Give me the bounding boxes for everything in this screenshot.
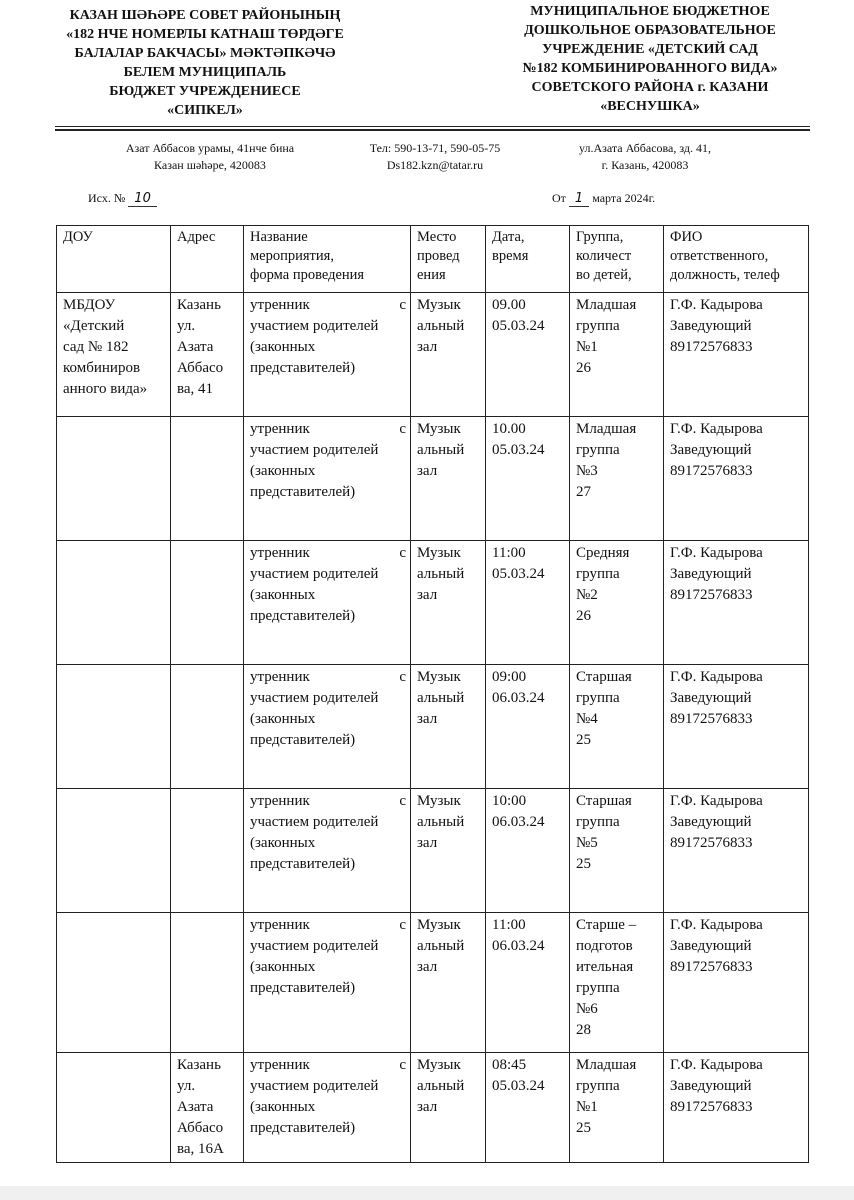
cell-line: группа: [576, 566, 620, 582]
cell-datetime: [486, 1053, 570, 1163]
header-russian-line: СОВЕТСКОГО РАЙОНА г. КАЗАНИ: [531, 80, 769, 95]
contact-line: г. Казань, 420083: [601, 158, 689, 172]
cell-line: Старшая: [576, 793, 632, 809]
cell-line: участием родителей: [250, 566, 379, 582]
cell-dou: [57, 789, 171, 913]
header-datetime: Дата, время: [486, 226, 570, 293]
cell-time: 09.00: [492, 297, 526, 313]
header-russian-line: №182 КОМБИНИРОВАННОГО ВИДА»: [522, 61, 778, 76]
cell-line: утренник с: [250, 1057, 406, 1073]
cell-line: Музык: [417, 793, 461, 809]
cell-line: утренник с: [250, 421, 406, 437]
cell-line: альный: [417, 1078, 465, 1094]
cell-group: [570, 1053, 664, 1163]
cell-line: Азата: [177, 1099, 214, 1115]
cell-line: Заведующий: [670, 938, 752, 954]
cell-line: зал: [417, 711, 438, 727]
header-tatar-line: БЕЛЕМ МУНИЦИПАЛЬ: [123, 65, 287, 80]
header-responsible: ФИО ответственного, должность, телеф: [664, 226, 809, 293]
cell-date: 05.03.24: [492, 1078, 545, 1094]
header-event: Название мероприятия, форма проведения: [244, 226, 411, 293]
header-russian: [485, 2, 815, 116]
cell-line: 89172576833: [670, 339, 753, 355]
cell-datetime: [486, 417, 570, 541]
cell-address: [171, 417, 244, 541]
cell-group: [570, 293, 664, 417]
cell-group: [570, 913, 664, 1053]
cell-line: участием родителей: [250, 938, 379, 954]
cell-address: [171, 665, 244, 789]
cell-time: 11:00: [492, 545, 526, 561]
cell-line: альный: [417, 442, 465, 458]
cell-responsible: [664, 789, 809, 913]
cell-line: альный: [417, 690, 465, 706]
contact-phone-email: [340, 140, 530, 174]
cell-line: Г.Ф. Кадырова: [670, 1057, 763, 1073]
contact-tatar: [95, 140, 325, 174]
cell-line: участием родителей: [250, 814, 379, 830]
cell-line: группа: [576, 442, 620, 458]
cell-line: 27: [576, 484, 591, 500]
cell-dou: [57, 1053, 171, 1163]
header-russian-line: УЧРЕЖДЕНИЕ «ДЕТСКИЙ САД: [542, 42, 758, 57]
cell-date: 05.03.24: [492, 442, 545, 458]
cell-event: [244, 789, 411, 913]
cell-line: Казань: [177, 297, 221, 313]
outgoing-label: Исх. №: [88, 191, 126, 205]
cell-dou: [57, 665, 171, 789]
cell-line: Заведующий: [670, 318, 752, 334]
cell-line: Музык: [417, 421, 461, 437]
cell-responsible: [664, 913, 809, 1053]
table-row: [57, 913, 809, 1053]
contact-line: Ds182.kzn@tatar.ru: [386, 158, 484, 172]
header-place: Место провед ения: [411, 226, 486, 293]
cell-line: (законных: [250, 1099, 316, 1115]
cell-line: (законных: [250, 587, 316, 603]
cell-date: 06.03.24: [492, 938, 545, 954]
cell-line: МБДОУ: [63, 297, 116, 313]
cell-line: (законных: [250, 339, 316, 355]
date-day: 1: [569, 191, 589, 207]
cell-line: «Детский: [63, 318, 125, 334]
cell-dou: [57, 293, 171, 417]
cell-place: [411, 417, 486, 541]
cell-time: 10:00: [492, 793, 527, 809]
cell-event: [244, 1053, 411, 1163]
cell-line: альный: [417, 938, 465, 954]
cell-line: ительная: [576, 959, 634, 975]
cell-line: Заведующий: [670, 1078, 752, 1094]
table-row: [57, 1053, 809, 1163]
cell-place: [411, 913, 486, 1053]
cell-line: Музык: [417, 1057, 461, 1073]
cell-address: [171, 913, 244, 1053]
cell-line: 25: [576, 732, 591, 748]
cell-place: [411, 665, 486, 789]
contact-russian: [545, 140, 745, 174]
cell-line: Заведующий: [670, 690, 752, 706]
cell-line: альный: [417, 318, 465, 334]
cell-responsible: [664, 541, 809, 665]
cell-event: [244, 417, 411, 541]
cell-date: 06.03.24: [492, 690, 545, 706]
cell-line: Аббасо: [177, 360, 224, 376]
cell-line: представителей): [250, 732, 356, 748]
header-russian-line: «ВЕСНУШКА»: [600, 99, 700, 114]
cell-line: утренник с: [250, 917, 406, 933]
cell-line: (законных: [250, 835, 316, 851]
cell-date: 06.03.24: [492, 814, 545, 830]
cell-line: 89172576833: [670, 835, 753, 851]
cell-line: Г.Ф. Кадырова: [670, 421, 763, 437]
cell-line: представителей): [250, 484, 356, 500]
cell-line: зал: [417, 1099, 438, 1115]
cell-line: участием родителей: [250, 690, 379, 706]
contact-line: ул.Азата Аббасова, зд. 41,: [579, 141, 711, 155]
cell-line: 25: [576, 1120, 591, 1136]
cell-address: [171, 293, 244, 417]
cell-line: 28: [576, 1022, 591, 1038]
cell-line: 89172576833: [670, 711, 753, 727]
cell-line: участием родителей: [250, 318, 379, 334]
cell-time: 11:00: [492, 917, 526, 933]
header-tatar-line: БАЛАЛАР БАКЧАСЫ» МӘКТӘПКӘЧӘ: [74, 46, 336, 61]
cell-line: утренник с: [250, 297, 406, 313]
cell-line: 89172576833: [670, 1099, 753, 1115]
cell-group: [570, 417, 664, 541]
date-suffix: марта 2024г.: [592, 191, 656, 205]
cell-line: Музык: [417, 917, 461, 933]
cell-line: 89172576833: [670, 463, 753, 479]
cell-line: Г.Ф. Кадырова: [670, 793, 763, 809]
header-dou: ДОУ: [57, 226, 171, 293]
document-date: [552, 191, 655, 206]
cell-line: ул.: [177, 318, 196, 334]
cell-responsible: [664, 293, 809, 417]
cell-time: 09:00: [492, 669, 527, 685]
cell-line: ул.: [177, 1078, 196, 1094]
cell-address: [171, 789, 244, 913]
cell-line: Музык: [417, 669, 461, 685]
cell-time: 10.00: [492, 421, 526, 437]
cell-time: 08:45: [492, 1057, 527, 1073]
cell-line: 89172576833: [670, 587, 753, 603]
cell-dou: [57, 417, 171, 541]
table-row: [57, 541, 809, 665]
cell-line: 89172576833: [670, 959, 753, 975]
cell-line: Средняя: [576, 545, 630, 561]
cell-line: подготов: [576, 938, 633, 954]
outgoing-number: [88, 191, 157, 206]
cell-line: утренник с: [250, 545, 406, 561]
cell-line: зал: [417, 587, 438, 603]
cell-line: 26: [576, 360, 591, 376]
cell-line: представителей): [250, 360, 356, 376]
cell-line: Младшая: [576, 421, 637, 437]
cell-line: №2: [576, 587, 598, 603]
cell-line: Г.Ф. Кадырова: [670, 545, 763, 561]
cell-line: 26: [576, 608, 591, 624]
header-tatar-line: БЮДЖЕТ УЧРЕЖДЕНИЕСЕ: [109, 84, 301, 99]
cell-line: Г.Ф. Кадырова: [670, 917, 763, 933]
header-group: Группа, количест во детей,: [570, 226, 664, 293]
cell-line: участием родителей: [250, 1078, 379, 1094]
cell-line: Младшая: [576, 1057, 637, 1073]
cell-line: утренник с: [250, 793, 406, 809]
contact-line: Азат Аббасов урамы, 41нче бина: [125, 141, 295, 155]
cell-line: Музык: [417, 545, 461, 561]
cell-line: Младшая: [576, 297, 637, 313]
cell-line: сад № 182: [63, 339, 129, 355]
cell-datetime: [486, 541, 570, 665]
cell-line: Казань: [177, 1057, 221, 1073]
cell-datetime: [486, 665, 570, 789]
cell-line: Старше –: [576, 917, 637, 933]
events-table: [56, 225, 809, 1163]
header-russian-line: МУНИЦИПАЛЬНОЕ БЮДЖЕТНОЕ: [530, 4, 770, 19]
cell-line: представителей): [250, 856, 356, 872]
cell-address: [171, 541, 244, 665]
table-header-row: [57, 226, 809, 293]
cell-group: [570, 789, 664, 913]
cell-line: Заведующий: [670, 814, 752, 830]
header-tatar-line: КАЗАН ШӘҺӘРЕ СОВЕТ РАЙОНЫНЫҢ: [69, 8, 341, 23]
header-tatar-line: «182 НЧЕ НОМЕРЛЫ КАТНАШ ТӨРДӘГЕ: [66, 27, 344, 42]
cell-date: 05.03.24: [492, 318, 545, 334]
page-bottom-edge: [0, 1186, 854, 1200]
cell-line: ва, 16А: [177, 1141, 224, 1157]
cell-group: [570, 665, 664, 789]
table-row: [57, 665, 809, 789]
cell-line: группа: [576, 690, 620, 706]
cell-event: [244, 541, 411, 665]
cell-dou: [57, 913, 171, 1053]
outgoing-number-value: 10: [128, 191, 157, 207]
date-prefix: От: [552, 191, 566, 205]
cell-datetime: [486, 913, 570, 1053]
cell-place: [411, 541, 486, 665]
cell-line: №1: [576, 1099, 598, 1115]
cell-line: Заведующий: [670, 566, 752, 582]
table-row: [57, 293, 809, 417]
cell-line: альный: [417, 814, 465, 830]
cell-line: утренник с: [250, 669, 406, 685]
cell-line: зал: [417, 835, 438, 851]
cell-line: Аббасо: [177, 1120, 224, 1136]
cell-line: 25: [576, 856, 591, 872]
cell-line: ва, 41: [177, 381, 214, 397]
table-row: [57, 417, 809, 541]
cell-line: представителей): [250, 608, 356, 624]
cell-line: группа: [576, 980, 620, 996]
cell-line: зал: [417, 959, 438, 975]
cell-line: Г.Ф. Кадырова: [670, 669, 763, 685]
cell-group: [570, 541, 664, 665]
cell-line: Музык: [417, 297, 461, 313]
header-tatar-line: «СИПКЕЛ»: [167, 103, 243, 118]
cell-line: группа: [576, 814, 620, 830]
header-divider: [55, 126, 810, 127]
cell-event: [244, 913, 411, 1053]
cell-line: зал: [417, 463, 438, 479]
cell-address: [171, 1053, 244, 1163]
cell-line: Азата: [177, 339, 214, 355]
cell-date: 05.03.24: [492, 566, 545, 582]
cell-place: [411, 293, 486, 417]
cell-line: (законных: [250, 463, 316, 479]
cell-datetime: [486, 789, 570, 913]
cell-line: представителей): [250, 1120, 356, 1136]
cell-line: №3: [576, 463, 598, 479]
cell-line: представителей): [250, 980, 356, 996]
cell-line: комбиниров: [63, 360, 141, 376]
cell-line: №6: [576, 1001, 598, 1017]
header-russian-line: ДОШКОЛЬНОЕ ОБРАЗОВАТЕЛЬНОЕ: [524, 23, 776, 38]
cell-responsible: [664, 417, 809, 541]
cell-line: группа: [576, 318, 620, 334]
cell-place: [411, 1053, 486, 1163]
cell-dou: [57, 541, 171, 665]
cell-event: [244, 293, 411, 417]
cell-responsible: [664, 665, 809, 789]
cell-line: (законных: [250, 711, 316, 727]
contact-line: Казан шәһәре, 420083: [154, 158, 266, 172]
cell-line: Заведующий: [670, 442, 752, 458]
header-address: Адрес: [171, 226, 244, 293]
table-row: [57, 789, 809, 913]
contact-line: Тел: 590-13-71, 590-05-75: [369, 141, 501, 155]
cell-line: №1: [576, 339, 598, 355]
header-tatar: [40, 6, 370, 120]
cell-responsible: [664, 1053, 809, 1163]
cell-line: группа: [576, 1078, 620, 1094]
cell-line: Старшая: [576, 669, 632, 685]
cell-line: №5: [576, 835, 598, 851]
cell-place: [411, 789, 486, 913]
cell-line: участием родителей: [250, 442, 379, 458]
cell-line: №4: [576, 711, 598, 727]
header-divider-thick: [55, 129, 810, 131]
cell-line: анного вида»: [63, 381, 148, 397]
cell-line: Г.Ф. Кадырова: [670, 297, 763, 313]
cell-line: альный: [417, 566, 465, 582]
cell-line: (законных: [250, 959, 316, 975]
cell-datetime: [486, 293, 570, 417]
cell-event: [244, 665, 411, 789]
cell-line: зал: [417, 339, 438, 355]
